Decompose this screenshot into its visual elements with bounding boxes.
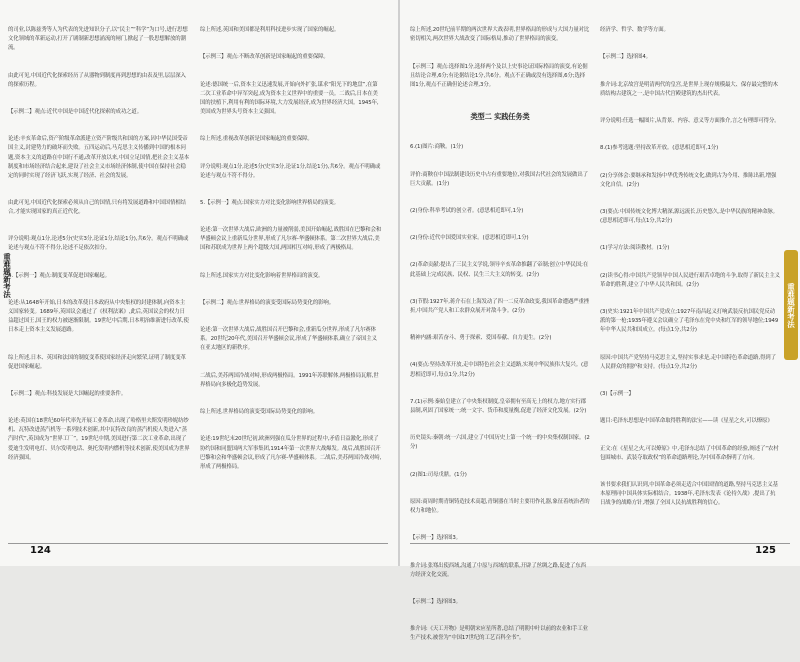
paragraph: 【示例二】观点:近代中国是中国近代化探索的成功之道。 — [8, 109, 142, 116]
paragraph: (2)身份:科举考试的创立者。(意思相近即可,1分) — [410, 207, 524, 214]
footer-divider — [8, 543, 388, 544]
paragraph: 该书要求我们认识到,中国革命必须走适合中国国情的道路,坚持马克思主义基本原理同中国具体实际相结合。1938年,毛泽东发表《论持久战》,提出了抗日战争的战略方针,增强了全国人民抗战胜利的信心。 — [600, 481, 778, 507]
paragraph: 历史镜头:秦朝:统一六国,建立了中国历史上第一个统一的中央集权制国家。(2分) — [410, 435, 590, 451]
paragraph: 经济学、哲学、数学等方面。 — [600, 27, 669, 34]
paragraph: 评分说明:观点1分,论述5分(史实3分,论证1分,结论1分),共6分。观点不明确或论述与观点不符不得分。 — [200, 163, 381, 179]
paragraph: 8.(1)参考选题:坚持改革开放。(意思相近即可,1分) — [600, 145, 719, 152]
left-column-2 — [200, 8, 382, 538]
paragraph: (2)革命贡献:提出了三民主义学说,领导辛亥革命推翻了帝制;创立中华民国;在此基础上完成民族、民权、民生三大主义的转变。(2分) — [410, 262, 589, 278]
paragraph: (1)学习方法:阅读教材。(1分) — [600, 245, 670, 252]
page-number: 125 — [755, 545, 776, 556]
paragraph: 【示例三】观点:不断改革创新是国家崛起的重要保障。 — [200, 54, 329, 61]
paragraph: 原因:中国共产党坚持马克思主义,坚持实事求是,走中国特色革命道路,得到了人民群众的拥护和支持。(每点1分,共2分) — [600, 354, 776, 370]
right-column-1 — [410, 8, 590, 642]
section-heading: 类型二 实践任务类 — [470, 112, 530, 122]
paragraph: 正文:在《星星之火,可以燎原》中,毛泽东总结了中国革命的经验,阐述了“农村包围城市、武装夺取政权”的革命道路理论,为中国革命指明了方向。 — [600, 445, 779, 461]
paragraph: (2)读书心得:中国共产党领导中国人民进行艰苦卓绝的斗争,取得了新民主主义革命的胜利,建立了中华人民共和国。(2分) — [600, 272, 780, 288]
paragraph: 精神内涵:艰苦奋斗、勇于探索、爱国奉献、自力更生。(2分) — [410, 335, 552, 342]
paragraph: 的司业,以陈兹秀等人为代表的先进知识分子,以“民主”“科学”为口号,进行思想文化领域的革新运动,打开了剧制新思想涌流的闸门,掀起了一股思想解放的潮流。 — [8, 27, 188, 52]
paragraph: 评分说明:任选一幅图片,从背景、内容、意义等方面推介,言之有理即可得分。 — [600, 118, 780, 125]
paragraph: (2)图1:司母戊鼎。(1分) — [410, 471, 467, 478]
paragraph: 综上所述,重视改革创新是国家崛起的重要保障。 — [200, 136, 313, 143]
paragraph: 评价:商鞅在中国法制建设历史中占有重要地位,对我国古代社会的发展做出了巨大贡献。(1分) — [410, 171, 588, 187]
paragraph: 6.(1)图片:商鞅。(1分) — [410, 144, 464, 151]
paragraph: 【示例二】选择图4。 — [600, 54, 651, 61]
paragraph: 论述:德国统一后,资本主义迅速发展,开始向外扩张,谋求“阳光下的地盘”,在第二次工业革命中异军突起,成为资本主义世界中的重要一员。二战后,日本在美国的扶植下,利用有利的国际环境,大力发展经济,成为世界经济大国。1945年,美国成为世界头号资本主义强国。 — [200, 81, 379, 116]
paragraph: 综上所述,日本、英国和法国的制度变革使国家经济走向繁荣,证明了制度变革促进国家崛起。 — [8, 354, 186, 370]
paragraph: 论述:辛亥革命后,资产阶级革命派建立资产阶级共和国的方案,因中华民国受帝国主义,封建势力的破坏而失败。五四运动后,马克思主义传播到中国的根本问题,资本主义的道路在中国行不通,改革开放以来,中国立足国情,把社会主义基本制度和市场经济结合起来,建设了社会主义市场经济体制,使中国在保持社会稳定的同时实现了经济飞跃,实现了经济、社会的发展。 — [8, 136, 190, 179]
paragraph: 【示例二】观点:世界格局的演变受国际局势变化的影响。 — [200, 300, 334, 306]
paragraph: 论述:从1648年开始,日本的改革使日本政府从中央集权的封建体制,向资本主义国家转变。1689年,英国议会通过了《权利法案》,此后,英国议会的权力日益超过国王,国王的权力被逐渐限制。19世纪中后期,日本明治维新进行改革,使日本走上资本主义发展道路。 — [8, 300, 189, 334]
paragraph: (3)节假:1927年,蒋介石在上海发动了四一二反革命政变,我国革命遭遇严重挫折,中国共产党人和工农群众展开对敌斗争。(2分) — [410, 298, 590, 314]
paragraph: 由此可见,中国近代化探索经历了从器物到制度再到思想的由表及里,层层深入的探索历程。 — [8, 72, 186, 88]
paragraph: (3)史实:1921年中国共产党成立;1927年南昌起义打响武装反抗国民党反动派的第一枪;1935年遵义会议确立了毛泽东在党中央和红军的领导地位;1949年中华人民共和国成立。(每点1分,共2分) — [600, 309, 779, 334]
paragraph: 4.【示例一】观点:制度变革促进国家崛起。 — [8, 272, 110, 279]
paragraph: 推介词:张骞出使西域,沟通了中原与西域的联系,开辟了丝绸之路,促进了东西方经济文化交流。 — [410, 562, 586, 578]
paragraph: 【示例一】选择图3。 — [410, 535, 461, 542]
paragraph: 综上所述,20世纪前半期的两次世界大战表明,世界格局的形成与大国力量对比密切相关,两次世界大战改变了国际格局,推动了世界格局的演变。 — [410, 27, 590, 43]
paragraph: (4)要点:坚持改革开放,走中国特色社会主义道路,实现中华民族伟大复兴。(意思相近即可,每点1分,共2分) — [410, 362, 589, 378]
right-page — [400, 0, 800, 642]
side-tab-badge: 重难题新考法 — [784, 250, 798, 360]
paragraph: 二战后,美苏两国冷战对峙,形成两极格局。1991年苏联解体,两极格局瓦解,世界格局向多极化趋势发展。 — [200, 372, 379, 388]
paragraph: 推介词:《天工开物》是明朝宋应星所著,总结了明朝中叶以前的农业和手工业生产技术,被誉为“中国17世纪的工艺百科全书”。 — [410, 626, 588, 642]
paragraph: 评分说明:观点1分,论述5分(史实3分,论证1分,结论1分),共6分。观点不明确或论述与观点不符不得分,论述不足依次扣分。 — [8, 236, 189, 252]
left-page — [0, 0, 398, 566]
paragraph: (2)身份:近代中国爱国实业家。(意思相近即可,1分) — [410, 235, 529, 242]
paragraph: 论述:英国在18世纪60年代率先开展工业革命,出现了哈格里夫斯发明珍妮纺纱机、瓦特改进蒸汽机等一系列技术创新,其中瓦特改良的蒸汽机使人类进入“蒸汽时代”,英国成为“世界工厂”。19世纪中期,美国进行第二次工业革命,出现了爱迪生发明电灯、贝尔发明电话、奥托发明内燃机等技术创新,使美国成为世界经济强国。 — [8, 418, 190, 461]
footer-divider — [410, 543, 790, 544]
page-number: 124 — [30, 545, 51, 556]
paragraph: 【示例三】观点:选择图1分,选择两个及以上史事论证国际格局的演变,有论据且结论合理,6分;有论据结论1分,共6分。观点不正确或没有选择图,6分;选择图1分,观点不正确但论述合理,3分。 — [410, 63, 588, 88]
paragraph: 7.(1)示例:秦始皇建立了中央集权制度,皇帝拥有至高无上的权力,地方实行郡县制,巩固了国家统一;统一文字、货币和度量衡,促进了经济文化发展。(2分) — [410, 398, 587, 414]
paragraph: 题目:毛泽东思想是中国革命取得胜利的法宝——读《星星之火,可以燎原》 — [600, 418, 773, 425]
side-tab-label: 重难题新考法 — [2, 252, 12, 298]
right-column-2 — [600, 8, 780, 538]
paragraph: (3)【示例一】 — [600, 390, 634, 397]
paragraph: 综上所述,世界格局的演变受国际局势变化的影响。 — [200, 409, 319, 416]
paragraph: 论述:19世纪末20世纪初,欧洲列强在瓜分世界的过程中,矛盾日益激化,形成了协约国和同盟国两大军事集团,1914年第一次世界大战爆发。战后,战胜国召开巴黎和会和华盛顿会议,形成了凡尔赛-华盛顿体系。二战后,美苏两国冷战对峙,形成了两极格局。 — [200, 436, 382, 470]
paragraph: 推介词:北京故宫是明清两代的皇宫,是世界上现存规模最大、保存最完整的木质结构古建筑之一,是中国古代宫殿建筑的杰出代表。 — [600, 81, 778, 97]
paragraph: 论述:第一次世界大战后,战胜国召开巴黎和会,重新瓜分世界,形成了凡尔赛体系。20世纪20年代,美国召开华盛顿会议,形成了华盛顿体系,确立了帝国主义在亚太地区的新秩序。 — [200, 327, 377, 352]
paragraph: 原因:商周时期青铜铸造技术高超,青铜器在当时主要用作礼器,象征着统治者的权力和地位。 — [410, 498, 590, 514]
paragraph: 由此可见,中国近代化探索必须从自己的国情,只有将发展道路和中国国情相结合,才能实现国家的真正近代化。 — [8, 199, 186, 216]
paragraph: 【示例二】选择图3。 — [410, 598, 461, 605]
paragraph: (2)分享体会:要继承和发扬中华优秀传统文化,做到古为今用、推陈出新,增强文化自信。(2分) — [600, 172, 777, 188]
paragraph: 论述:第一次世界大战后,欧洲的力量被削弱,美国开始崛起,战胜国在巴黎和会和华盛顿会议上重新瓜分世界,形成了凡尔赛-华盛顿体系。第二次世界大战后,美国和苏联成为世界上两个超级大国,两国相互对峙,形成了两极格局。 — [200, 227, 382, 252]
paragraph: (3)要点:中国传统文化博大精深,源远流长,历史悠久,是中华民族的精神命脉。(意思相近即可,每点1分,共2分) — [600, 209, 778, 225]
paragraph: 综上所述,国家实力对比变化影响着世界格局的演变。 — [200, 272, 324, 279]
paragraph: 综上所述,英国和美国都是利用科技进步实现了国家的崛起。 — [200, 27, 340, 34]
paragraph: 【示例二】观点:科技发展是大国崛起的重要条件。 — [8, 390, 127, 397]
paragraph: 5.【示例一】观点:国家实力对比变化影响世界格局的演变。 — [200, 199, 339, 206]
left-column-1 — [8, 8, 190, 538]
